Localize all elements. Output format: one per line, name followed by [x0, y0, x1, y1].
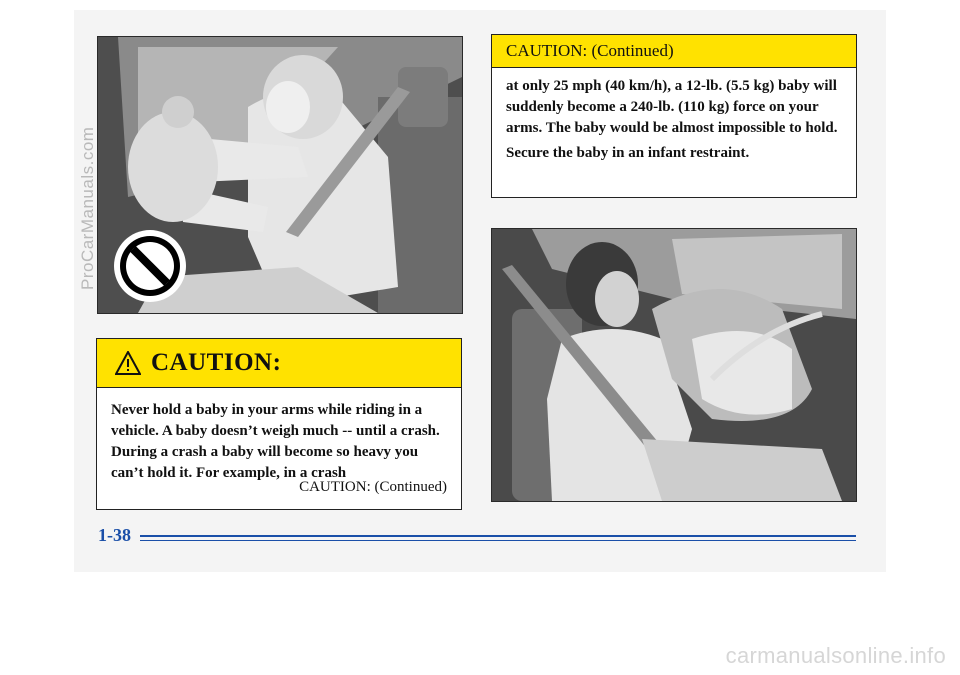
caution-paragraph: at only 25 mph (40 km/h), a 12-lb. (5.5 kg) baby will suddenly become a 240-lb. (110 kg) force on your arms. The baby would be almost impossible to hold.	[506, 78, 838, 136]
watermark-bottom: carmanualsonline.info	[725, 643, 946, 668]
caution-continued-text	[492, 68, 856, 164]
caution-continued-header	[492, 35, 856, 68]
caution-continued-label: CAUTION: (Continued)	[299, 479, 447, 495]
caution-header	[97, 339, 461, 388]
watermark-side: ProCarManuals.com	[78, 126, 97, 290]
caution-text: Never hold a baby in your arms while riding in a vehicle. A baby doesn’t weigh much -- until a crash. During a crash a baby will become so heavy you can’t hold it. For example, in a crash	[111, 402, 440, 481]
caution-continued-title: CAUTION: (Continued)	[506, 41, 674, 60]
illustration-holding-baby	[97, 36, 463, 314]
warning-triangle-icon	[115, 351, 141, 375]
page-number: 1-38	[98, 525, 131, 545]
caution-paragraph: Secure the baby in an infant restraint.	[506, 145, 750, 161]
prohibition-icon	[114, 230, 186, 302]
footer-rule	[140, 535, 856, 537]
caution-box	[96, 338, 462, 510]
footer-rule	[140, 540, 856, 541]
caution-continued-box	[491, 34, 857, 198]
caution-title: CAUTION:	[151, 349, 282, 376]
illustration-infant-restraint	[491, 228, 857, 502]
